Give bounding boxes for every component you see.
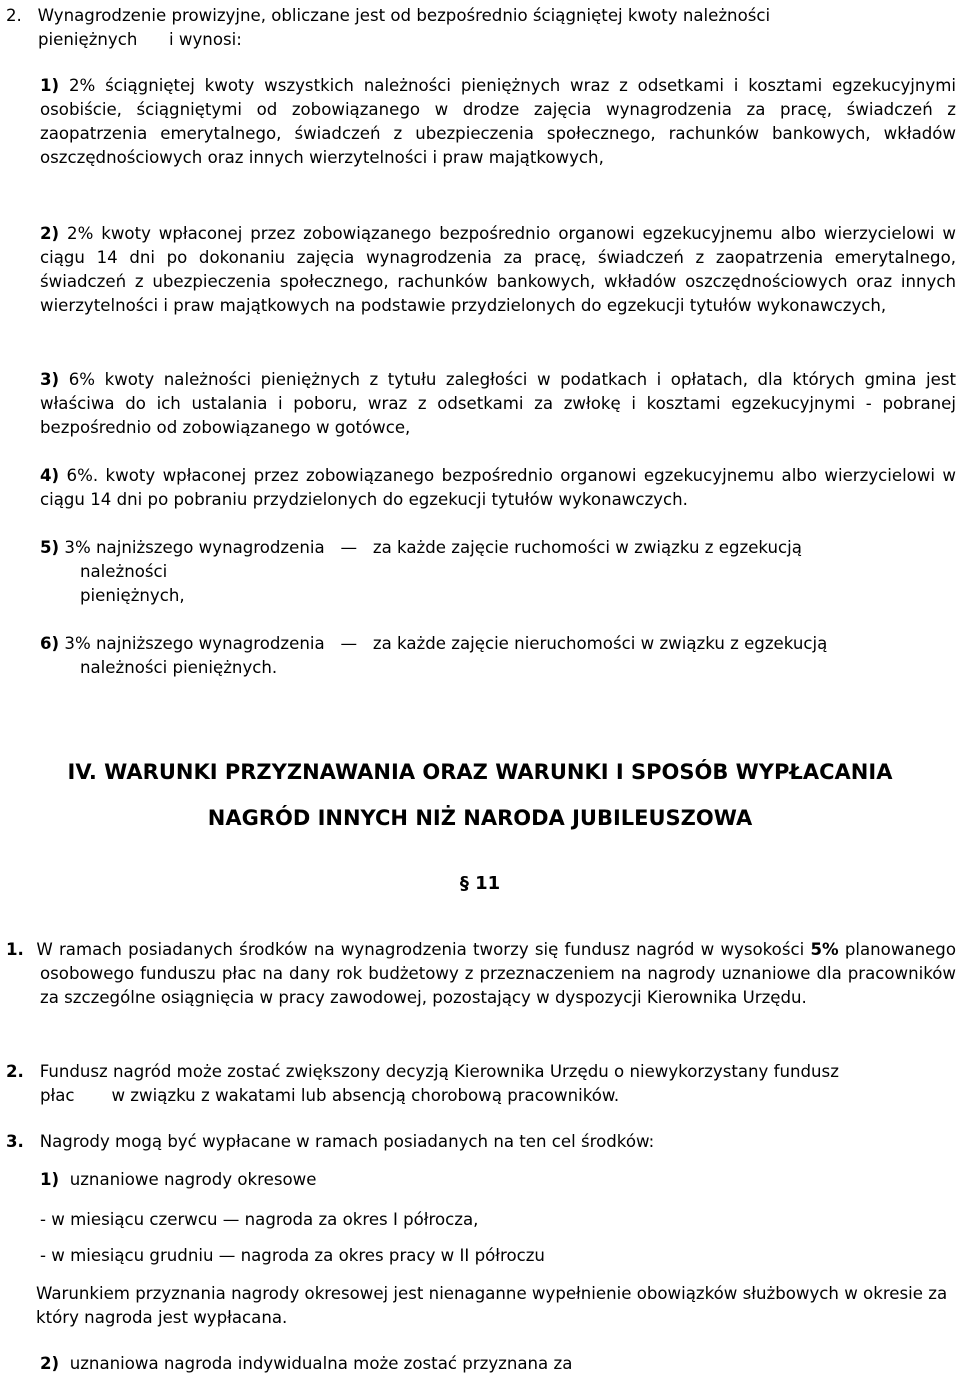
item-2-intro: [6, 4, 954, 52]
chapter-heading-line2: NAGRÓD INNYCH NIŻ NARODA JUBILEUSZOWA: [207, 806, 753, 830]
rate-3: [40, 368, 956, 440]
chapter-heading-line1: IV. WARUNKI PRZYZNAWANIA ORAZ WARUNKI I SPOSÓB WYPŁACANIA: [67, 760, 893, 784]
rate-5-text: 3% najniższego wynagrodzenia — za każde zajęcie ruchomości w związku z egzekucją: [64, 538, 802, 557]
paragraph-1-text-a: W ramach posiadanych środków na wynagrodzenia tworzy się fundusz nagród w wysokości: [36, 940, 811, 959]
paragraph-1: [6, 938, 956, 1010]
section-sign: §: [459, 873, 469, 894]
item-2-number: 2.: [6, 6, 22, 25]
rate-3-text: 6% kwoty należności pieniężnych z tytułu zaległości w podatkach i opłatach, dla których gmina jest właściwa do ich ustalania i poboru, wraz z odsetkami za zwłokę i kosztami egzekucyjnymi - pobranej bezpośrednio od zobowiązanego w gotówce,: [40, 370, 956, 437]
paragraph-3-number: 3.: [6, 1132, 24, 1151]
award-dash-1: - w miesiącu czerwcu — nagroda za okres I półrocza,: [40, 1210, 479, 1229]
rate-1-number: 1): [40, 76, 60, 95]
paragraph-2-line2: płac w związku z wakatami lub absencją chorobową pracowników.: [40, 1086, 620, 1105]
paragraph-1-percent: 5%: [810, 940, 839, 959]
award-1: [40, 1168, 956, 1192]
award-1-text: uznaniowe nagrody okresowe: [69, 1170, 317, 1189]
paragraph-2-text: Fundusz nagród może zostać zwiększony decyzją Kierownika Urzędu o niewykorzystany fundusz: [39, 1062, 839, 1081]
rate-4: [40, 464, 956, 512]
paragraph-1-text-b: planowanego osobowego funduszu płac na dany rok budżetowy z przeznaczeniem na nagrody uznaniowe dla pracowników za szczególne osiągnięcia w pracy zawodowej, pozostający w dyspozycji Kierownika Urzędu.: [40, 940, 956, 1007]
rate-5: [40, 536, 956, 608]
rate-1: [40, 74, 956, 170]
award-2-number: 2): [40, 1354, 60, 1373]
item-2-text: Wynagrodzenie prowizyjne, obliczane jest od bezpośrednio ściągniętej kwoty należności: [37, 6, 771, 25]
item-2-text-line2: pieniężnych i wynosi:: [38, 30, 242, 49]
paragraph-1-number: 1.: [6, 940, 24, 959]
rate-5-line2: należności: [80, 562, 168, 581]
award-2-text: uznaniowa nagroda indywidualna może zostać przyznana za: [69, 1354, 573, 1373]
rate-6-number: 6): [40, 634, 60, 653]
rate-4-number: 4): [40, 466, 60, 485]
award-dash-2: - w miesiącu grudniu — nagroda za okres pracy w II półroczu: [40, 1246, 545, 1265]
rate-2: [40, 222, 956, 318]
rate-6: [40, 632, 956, 680]
award-1-number: 1): [40, 1170, 60, 1189]
section-number: [0, 872, 960, 896]
rate-2-text: 2% kwoty wpłaconej przez zobowiązanego bezpośrednio organowi egzekucyjnemu albo wierzycielowi w ciągu 14 dni po dokonaniu zajęcia wynagrodzenia za pracę, świadczeń z zaopatrzenia emerytalnego, świadczeń z ubezpieczenia społecznego, rachunków bankowych, wkładów oszczędnościowych oraz innych wierzytelności i praw majątkowych na podstawie przydzielonych do egzekucji tytułów wykonawczych,: [40, 224, 956, 315]
award-2: [40, 1352, 956, 1376]
rate-5-line3: pieniężnych,: [80, 586, 185, 605]
paragraph-2-number: 2.: [6, 1062, 24, 1081]
rate-6-line2: należności pieniężnych.: [80, 658, 278, 677]
rate-1-text: 2% ściągniętej kwoty wszystkich należności pieniężnych wraz z odsetkami i kosztami egzekucyjnymi osobiście, ściągniętymi od zobowiązanego w drodze zajęcia wynagrodzenia za pracę, świadczeń z zaopatrzenia emerytalnego, świadczeń z ubezpieczenia społecznego, rachunków bankowych, wkładów oszczędnościowych oraz innych wierzytelności i praw majątkowych,: [40, 76, 956, 167]
section-value: 11: [475, 873, 501, 894]
paragraph-2: [6, 1060, 956, 1108]
award-condition: Warunkiem przyznania nagrody okresowej jest nienaganne wypełnienie obowiązków służbowych w okresie za który nagroda jest wypłacana.: [36, 1284, 948, 1327]
rate-2-number: 2): [40, 224, 60, 243]
rate-6-text: 3% najniższego wynagrodzenia — za każde zajęcie nieruchomości w związku z egzekucją: [64, 634, 828, 653]
paragraph-3: [6, 1130, 956, 1154]
rate-4-text: 6%. kwoty wpłaconej przez zobowiązanego bezpośrednio organowi egzekucyjnemu albo wierzycielowi w ciągu 14 dni po pobraniu przydzielonych do egzekucji tytułów wykonawczych.: [40, 466, 956, 509]
rate-3-number: 3): [40, 370, 60, 389]
paragraph-3-text: Nagrody mogą być wypłacane w ramach posiadanych na ten cel środków:: [39, 1132, 655, 1151]
rate-5-number: 5): [40, 538, 60, 557]
